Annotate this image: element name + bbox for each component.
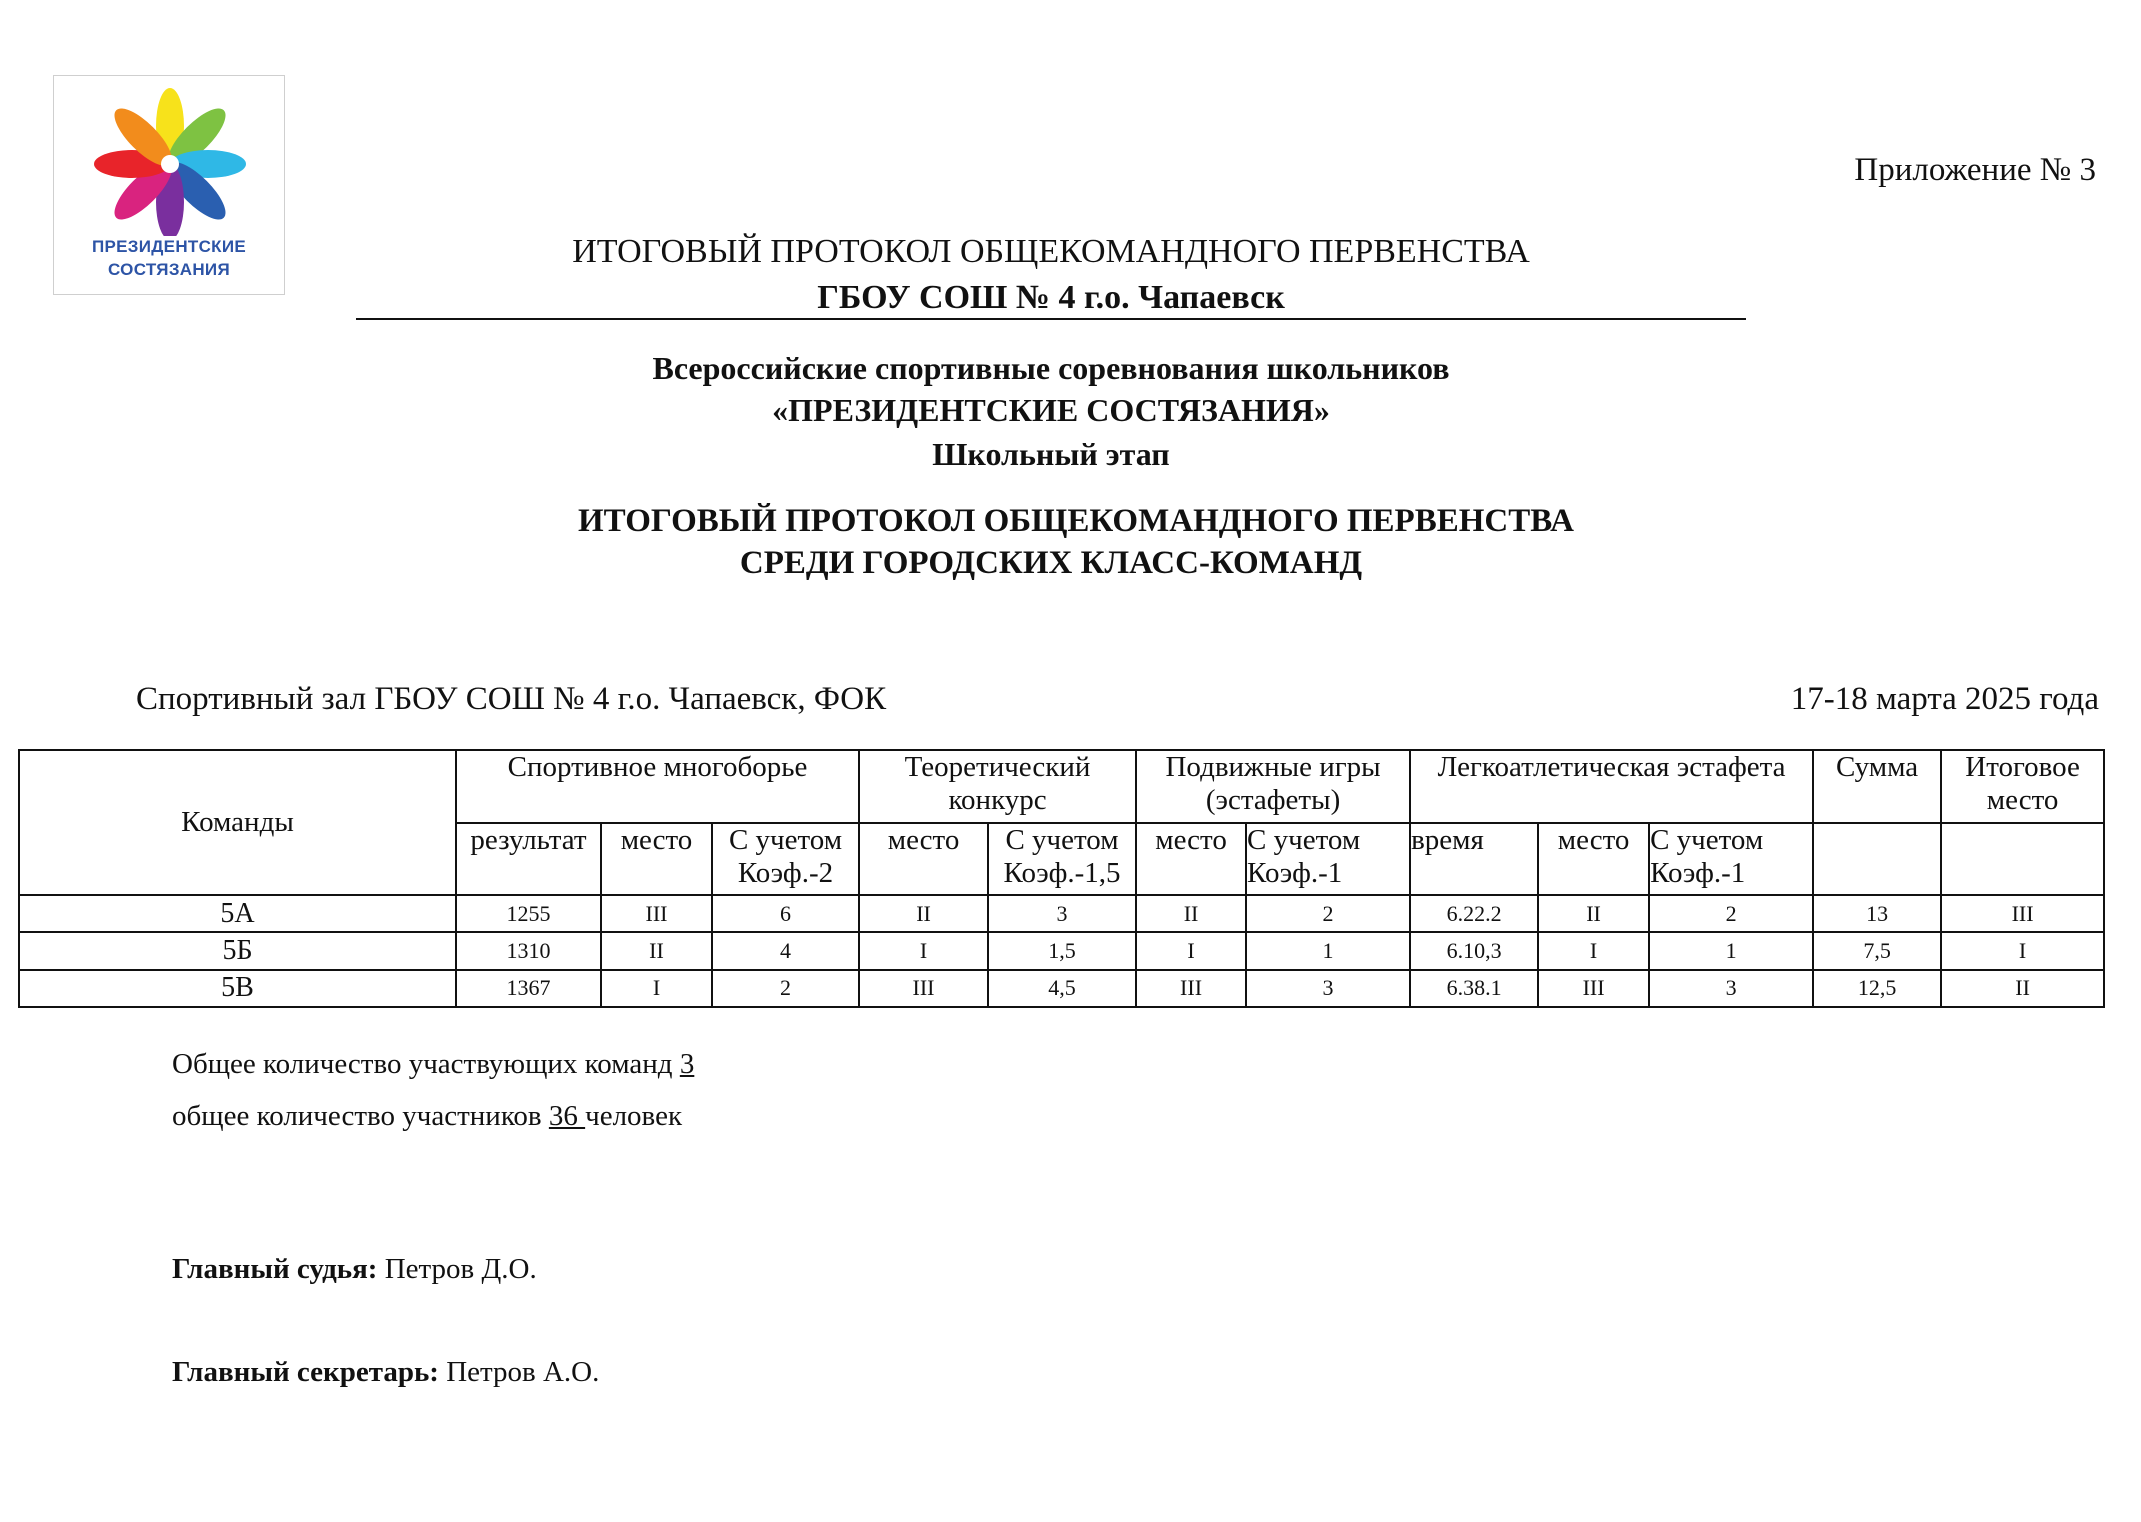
presidential-games-emblem-icon <box>94 76 246 236</box>
cell-result: 1255 <box>456 895 601 932</box>
sub-coef1 <box>1649 823 1813 896</box>
header-relay: Легкоатлетическая эстафета <box>1410 750 1813 823</box>
participants-count-label: общее количество участников <box>172 1100 549 1132</box>
sub-place: место <box>859 823 988 896</box>
chief-judge-label: Главный судья: <box>172 1253 378 1285</box>
header-theory-line1: Теоретический <box>904 751 1091 783</box>
cell-place: II <box>1538 895 1649 932</box>
cell-place: III <box>859 970 988 1007</box>
cell-coef: 6 <box>712 895 859 932</box>
venue: Спортивный зал ГБОУ СОШ № 4 г.о. Чапаевск, ФОК <box>136 681 887 717</box>
table-row <box>19 970 2104 1007</box>
cell-team: 5А <box>19 895 456 932</box>
cell-coef: 2 <box>1246 895 1410 932</box>
sub-place: место <box>1538 823 1649 896</box>
sub-coef2-line2: Коэф.-2 <box>737 856 834 889</box>
sub-coef2-line1: С учетом <box>728 823 843 856</box>
cell-coef: 3 <box>988 895 1136 932</box>
sub-place: место <box>1136 823 1246 896</box>
protocol-title: ИТОГОВЫЙ ПРОТОКОЛ ОБЩЕКОМАНДНОГО ПЕРВЕНСТВА <box>572 233 1530 270</box>
chief-judge-line <box>172 1253 537 1286</box>
logo-text-line2: СОСТЯЗАНИЯ <box>108 260 230 279</box>
cell-coef: 2 <box>1649 895 1813 932</box>
cell-sum: 7,5 <box>1813 932 1941 969</box>
cell-sum: 12,5 <box>1813 970 1941 1007</box>
sub-coef1 <box>1246 823 1410 896</box>
sub-coef15 <box>988 823 1136 896</box>
cell-place: I <box>859 932 988 969</box>
cell-sum: 13 <box>1813 895 1941 932</box>
table-header-row <box>19 750 2104 823</box>
sub-coef1-line1: С учетом <box>1650 823 1764 856</box>
protocol-subheading: СРЕДИ ГОРОДСКИХ КЛАСС-КОМАНД <box>739 545 1363 581</box>
sub-coef2 <box>712 823 859 896</box>
cell-time: 6.22.2 <box>1410 895 1538 932</box>
cell-place: III <box>1136 970 1246 1007</box>
appendix-label: Приложение № 3 <box>1854 152 2096 188</box>
cell-final-place: II <box>1941 970 2104 1007</box>
competition-stage: Школьный этап <box>932 436 1170 472</box>
sub-time: время <box>1410 823 1538 896</box>
participants-count-line <box>172 1100 682 1133</box>
sub-coef15-line1: С учетом <box>1005 823 1119 856</box>
header-final-line1: Итоговое <box>1965 751 2080 783</box>
cell-coef: 4,5 <box>988 970 1136 1007</box>
participants-count-value: 36 <box>548 1100 586 1132</box>
teams-count-value: 3 <box>679 1048 695 1080</box>
cell-place: II <box>1136 895 1246 932</box>
cell-coef: 3 <box>1246 970 1410 1007</box>
competition-title: «ПРЕЗИДЕНТСКИЕ СОСТЯЗАНИЯ» <box>772 392 1330 428</box>
cell-place: II <box>601 932 712 969</box>
header-games-line1: Подвижные игры <box>1165 751 1381 783</box>
header-theory <box>859 750 1136 823</box>
cell-coef: 1 <box>1246 932 1410 969</box>
header-divider <box>356 318 1746 320</box>
cell-result: 1310 <box>456 932 601 969</box>
chief-judge-name: Петров Д.О. <box>377 1253 537 1285</box>
cell-final-place: I <box>1941 932 2104 969</box>
sub-coef1-line1: С учетом <box>1247 823 1361 856</box>
cell-place: I <box>1136 932 1246 969</box>
chief-secretary-line <box>172 1356 599 1389</box>
cell-coef: 1 <box>1649 932 1813 969</box>
cell-coef: 4 <box>712 932 859 969</box>
cell-place: I <box>601 970 712 1007</box>
teams-count-line <box>172 1048 694 1081</box>
protocol-heading: ИТОГОВЫЙ ПРОТОКОЛ ОБЩЕКОМАНДНОГО ПЕРВЕНСТВА <box>577 503 1575 539</box>
cell-place: II <box>859 895 988 932</box>
sub-coef15-line2: Коэф.-1,5 <box>1003 856 1121 889</box>
sub-final-empty <box>1941 823 2104 896</box>
sub-result: результат <box>456 823 601 896</box>
header-teams: Команды <box>19 750 456 895</box>
cell-place: III <box>601 895 712 932</box>
cell-final-place: III <box>1941 895 2104 932</box>
cell-time: 6.38.1 <box>1410 970 1538 1007</box>
cell-place: I <box>1538 932 1649 969</box>
sub-place: место <box>601 823 712 896</box>
sub-sum-empty <box>1813 823 1941 896</box>
sub-coef1-line2: Коэф.-1 <box>1247 856 1343 889</box>
header-final-place <box>1941 750 2104 823</box>
cell-time: 6.10,3 <box>1410 932 1538 969</box>
header-games-line2: (эстафеты) <box>1205 784 1341 816</box>
cell-result: 1367 <box>456 970 601 1007</box>
school-name: ГБОУ СОШ № 4 г.о. Чапаевск <box>817 279 1285 316</box>
logo <box>53 75 285 295</box>
cell-coef: 3 <box>1649 970 1813 1007</box>
header-final-line2: место <box>1986 784 2059 816</box>
cell-place: III <box>1538 970 1649 1007</box>
logo-text-line1: ПРЕЗИДЕНТСКИЕ <box>92 237 246 256</box>
header-sum: Сумма <box>1813 750 1941 823</box>
teams-count-label: Общее количество участвующих команд <box>172 1048 680 1080</box>
table-row <box>19 932 2104 969</box>
chief-secretary-label: Главный секретарь: <box>172 1356 439 1388</box>
results-table <box>18 749 2105 1008</box>
header-games <box>1136 750 1410 823</box>
sub-coef1-line2: Коэф.-1 <box>1650 856 1746 889</box>
cell-coef: 1,5 <box>988 932 1136 969</box>
cell-coef: 2 <box>712 970 859 1007</box>
chief-secretary-name: Петров А.О. <box>438 1356 600 1388</box>
table-row <box>19 895 2104 932</box>
event-dates: 17-18 марта 2025 года <box>1790 681 2099 717</box>
header-theory-line2: конкурс <box>948 784 1047 816</box>
cell-team: 5Б <box>19 932 456 969</box>
header-multievent: Спортивное многоборье <box>456 750 859 823</box>
cell-team: 5В <box>19 970 456 1007</box>
competition-name: Всероссийские спортивные соревнования школьников <box>652 350 1450 386</box>
participants-count-unit: человек <box>585 1100 683 1132</box>
